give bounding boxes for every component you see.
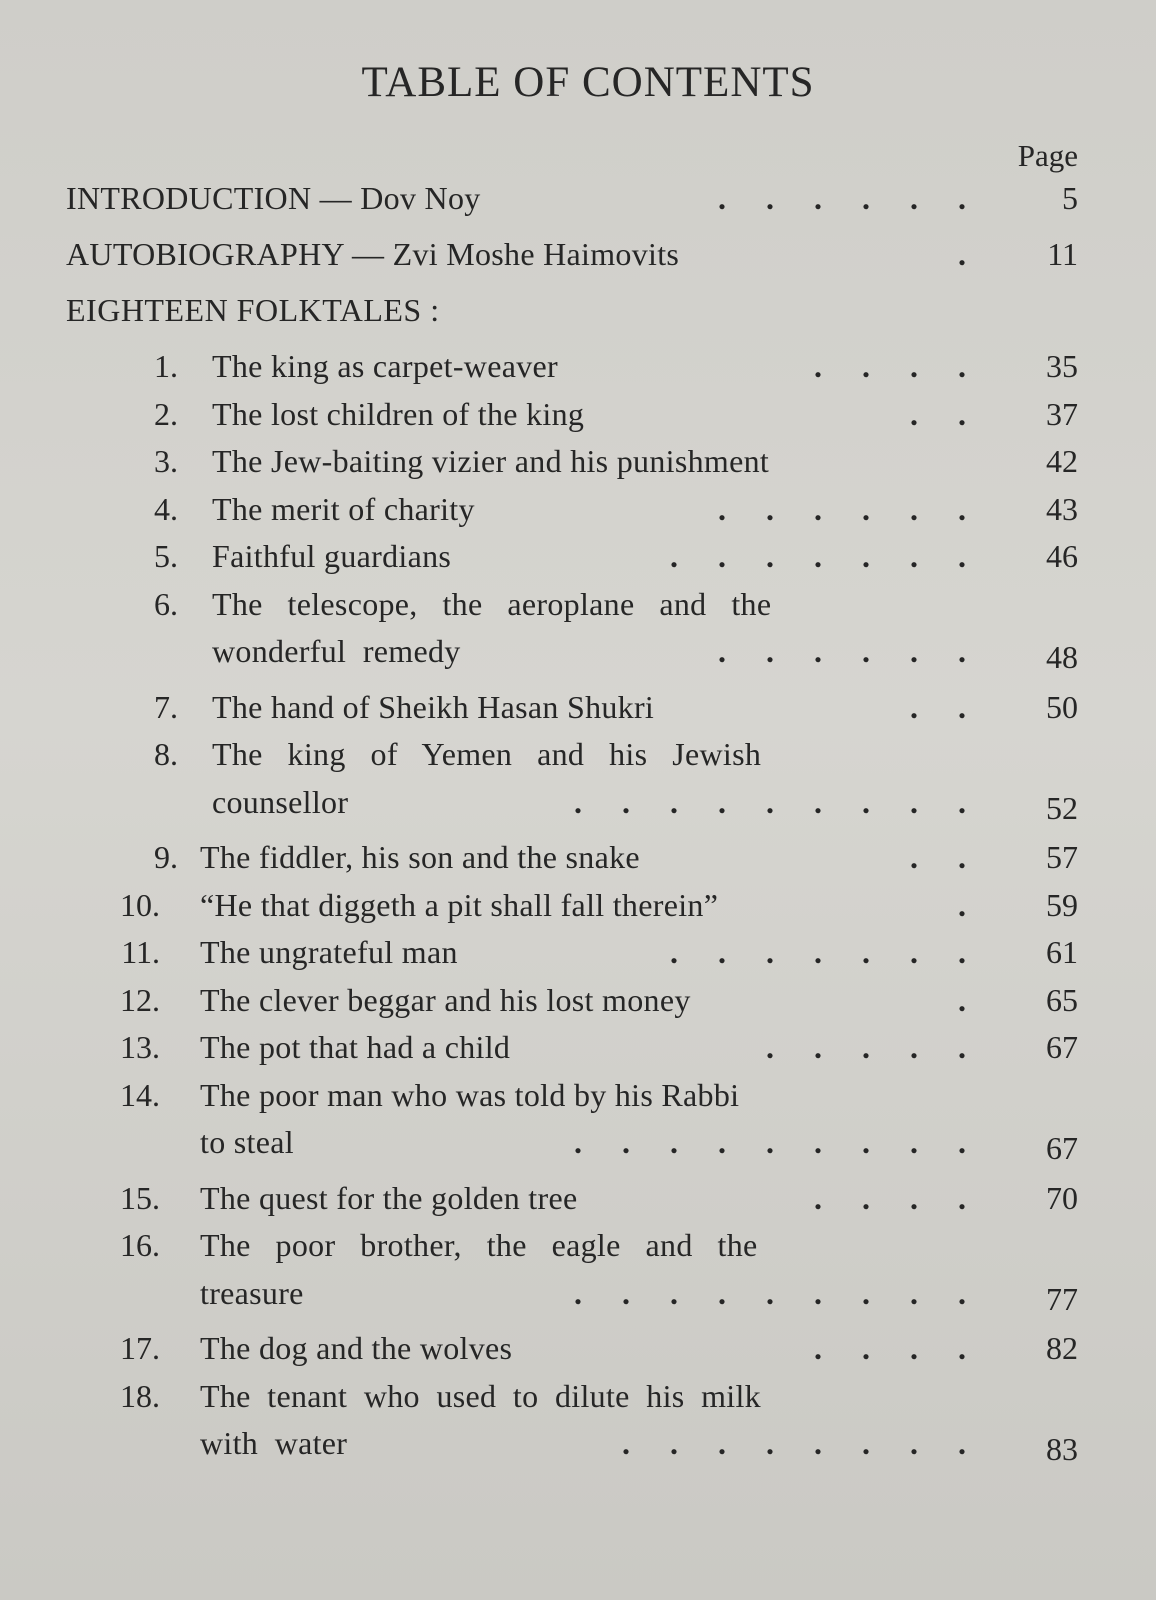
tale-number: 17. [120, 1330, 160, 1366]
tale-number: 4. [154, 491, 178, 527]
page-number: 50 [1046, 689, 1078, 725]
tale-title: The telescope, the aeroplane and the [212, 586, 772, 622]
tale-number: 18. [120, 1378, 160, 1414]
tale-title: The quest for the golden tree [200, 1180, 578, 1216]
tale-entry [0, 1326, 1156, 1370]
tale-entry-continuation [0, 780, 1156, 824]
tale-entry-continuation [0, 1271, 1156, 1315]
tale-number: 3. [154, 443, 178, 479]
tale-entry [0, 344, 1156, 388]
tale-number: 15. [120, 1180, 160, 1216]
page-number: 48 [1046, 639, 1078, 675]
tale-entry [0, 392, 1156, 436]
tale-number: 5. [154, 538, 178, 574]
tale-entry-continuation [0, 1120, 1156, 1164]
leader-dots: . . . . . . . [670, 934, 966, 970]
tale-number: 12. [120, 982, 160, 1018]
page-number: 83 [1046, 1431, 1078, 1467]
leader-dots: . . . . . [766, 1029, 966, 1065]
tale-entry [0, 1223, 1156, 1267]
page-column-label: Page [1017, 138, 1078, 173]
section-heading: EIGHTEEN FOLKTALES : [66, 292, 440, 328]
tale-title: The hand of Sheikh Hasan Shukri [212, 689, 655, 725]
tale-title: The king as carpet-weaver [212, 348, 558, 384]
leader-dots: . . . . . . [718, 180, 966, 216]
leader-dots: . . . . . . . . . [574, 784, 966, 820]
tale-title: with water [200, 1425, 348, 1461]
tale-entry-continuation [0, 629, 1156, 673]
tale-entry [0, 487, 1156, 531]
leader-dots: . . [910, 689, 966, 725]
tale-title: “He that diggeth a pit shall fall therein” [200, 887, 719, 923]
tale-entry [0, 978, 1156, 1022]
leader-dots: . . . . . . . . . [574, 1124, 966, 1160]
tale-title: wonderful remedy [212, 633, 461, 669]
tale-entry [0, 685, 1156, 729]
tale-title: The poor man who was told by his Rabbi [200, 1077, 740, 1113]
page-number: 11 [1047, 236, 1078, 272]
tale-title: The clever beggar and his lost money [200, 982, 691, 1018]
tale-title: The lost children of the king [212, 396, 585, 432]
tale-number: 16. [120, 1227, 160, 1263]
tale-entry [0, 1025, 1156, 1069]
page-number: 77 [1046, 1281, 1078, 1317]
tale-title: Faithful guardians [212, 538, 452, 574]
tale-title: The pot that had a child [200, 1029, 511, 1065]
tale-entry [0, 732, 1156, 776]
tale-title: treasure [200, 1275, 304, 1311]
page-number: 52 [1046, 790, 1078, 826]
tale-entry [0, 439, 1156, 483]
leader-dots: . . . . . . [718, 633, 966, 669]
page-number: 43 [1046, 491, 1078, 527]
page-title: TABLE OF CONTENTS [361, 59, 815, 106]
page-number: 70 [1046, 1180, 1078, 1216]
tale-title: The fiddler, his son and the snake [200, 839, 640, 875]
page-number: 67 [1046, 1130, 1078, 1166]
tale-number: 10. [120, 887, 160, 923]
toc-entry [0, 176, 1156, 220]
tale-number: 11. [121, 934, 160, 970]
tale-number: 7. [154, 689, 178, 725]
page-number: 57 [1046, 839, 1078, 875]
tale-entry [0, 835, 1156, 879]
page-number: 82 [1046, 1330, 1078, 1366]
page-number: 42 [1046, 443, 1078, 479]
tale-entry [0, 534, 1156, 578]
tale-entry-continuation [0, 1421, 1156, 1465]
tale-entry [0, 1073, 1156, 1117]
leader-dots: . . . . . . . [670, 538, 966, 574]
page-number: 46 [1046, 538, 1078, 574]
toc-entry [0, 232, 1156, 276]
tale-entry [0, 930, 1156, 974]
tale-number: 6. [154, 586, 178, 622]
page-number: 37 [1046, 396, 1078, 432]
page-number: 59 [1046, 887, 1078, 923]
tale-entry [0, 582, 1156, 626]
tale-entry [0, 1374, 1156, 1418]
tale-title: The ungrateful man [200, 934, 458, 970]
leader-dots: . . . . [814, 1330, 966, 1366]
tale-title: to steal [200, 1124, 294, 1160]
page-number: 65 [1046, 982, 1078, 1018]
leader-dots: . . . . . . . . . [574, 1275, 966, 1311]
leader-dots: . [958, 236, 966, 272]
leader-dots: . [958, 982, 966, 1018]
tale-title: The dog and the wolves [200, 1330, 513, 1366]
tale-number: 1. [154, 348, 178, 384]
page-number: 35 [1046, 348, 1078, 384]
tale-number: 2. [154, 396, 178, 432]
leader-dots: . . . . . . [718, 491, 966, 527]
tale-number: 8. [154, 736, 178, 772]
leader-dots: . . . . [814, 1180, 966, 1216]
page-number: 61 [1046, 934, 1078, 970]
leader-dots: . . . . [814, 348, 966, 384]
tale-number: 9. [154, 839, 178, 875]
entry-title: AUTOBIOGRAPHY — Zvi Moshe Haimovits [66, 236, 680, 272]
tale-title: The merit of charity [212, 491, 475, 527]
leader-dots: . . [910, 839, 966, 875]
entry-title: INTRODUCTION — Dov Noy [66, 180, 481, 216]
tale-entry [0, 883, 1156, 927]
page-number: 67 [1046, 1029, 1078, 1065]
tale-title: The poor brother, the eagle and the [200, 1227, 758, 1263]
tale-entry [0, 1176, 1156, 1220]
tale-title: The tenant who used to dilute his milk [200, 1378, 761, 1414]
tale-title: The king of Yemen and his Jewish [212, 736, 762, 772]
leader-dots: . . . . . . . . [622, 1425, 966, 1461]
leader-dots: . [958, 887, 966, 923]
tale-title: The Jew-baiting vizier and his punishment [212, 443, 770, 479]
tale-title: counsellor [212, 784, 349, 820]
tale-number: 13. [120, 1029, 160, 1065]
leader-dots: . . [910, 396, 966, 432]
tale-number: 14. [120, 1077, 160, 1113]
page-number: 5 [1062, 180, 1078, 216]
